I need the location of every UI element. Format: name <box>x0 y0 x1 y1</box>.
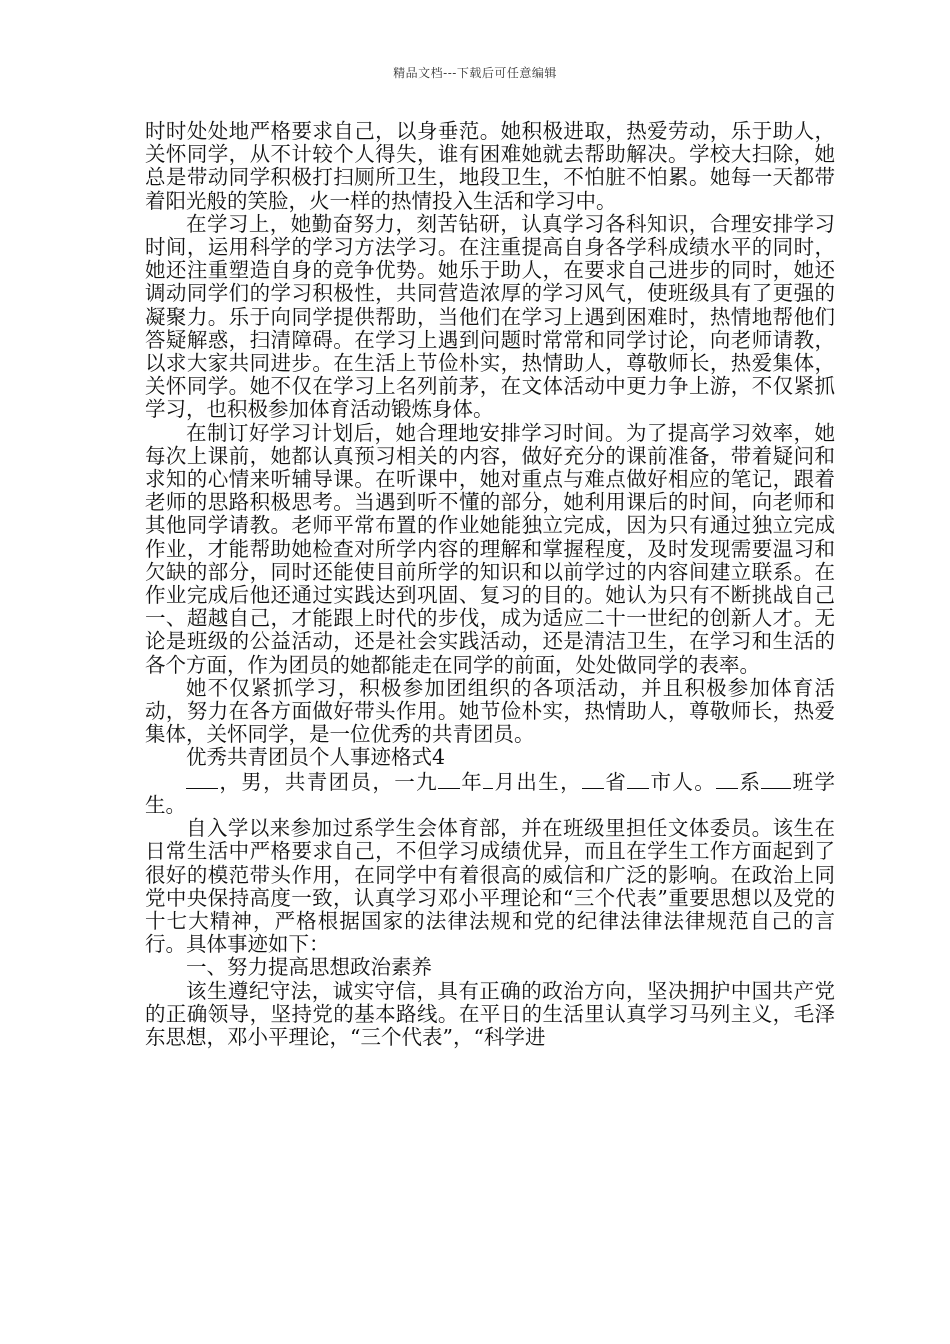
paragraph-1: 时时处处地严格要求自己，以身垂范。她积极进取，热爱劳动，乐于助人，关怀同学，从不计较个人得失，谁有困难她就去帮助解决。学校大扫除，她总是带动同学积极打扫厕所卫生，地段卫生，不怕脏不怕累。她每一天都带着阳光般的笑脸，火一样的热情投入生活和学习中。 <box>145 119 835 213</box>
form-text-1: ，男，共青团员，一九 <box>218 769 438 794</box>
form-text-6: 系 <box>738 769 762 794</box>
paragraph-4: 她不仅紧抓学习，积极参加团组织的各项活动，并且积极参加体育活动，努力在各方面做好带头作用。她节俭朴实，热情助人，尊敬师长，热爱集体，关怀同学，是一位优秀的共青团员。 <box>145 675 835 747</box>
form-text-2: 年 <box>459 769 484 794</box>
form-text-7: 班学生。 <box>145 769 836 817</box>
paragraph-5: 自入学以来参加过系学生会体育部，并在班级里担任文体委员。该生在日常生活中严格要求自己，不但学习成绩优异，而且在学生工作方面起到了很好的模范带头作用，在同学中有着很高的威信和广泛的影响。在政治上同党中央保持高度一致，认真学习邓小平理论和“三个代表”重要思想以及党的十七大精神，严格根据国家的法律法规和党的纪律法律法律规范自己的言行。具体事迹如下： <box>145 816 835 957</box>
document-body <box>145 120 835 1049</box>
paragraph-6: 该生遵纪守法，诚实守信，具有正确的政治方向，坚决拥护中国共产党的正确领导，坚持党的基本路线。在平日的生活里认真学习马列主义，毛泽东思想，邓小平理论，“三个代表”，“科学进 <box>145 978 835 1049</box>
blank-year <box>438 770 460 789</box>
section-heading-format-4: 优秀共青团员个人事迹格式4 <box>186 745 446 770</box>
blank-province <box>582 770 604 789</box>
paragraph-3: 在制订好学习计划后，她合理地安排学习时间。为了提高学习效率，她每次上课前，她都认真预习相关的内容，做好充分的课前准备，带着疑问和求知的心情来听辅导课。在听课中，她对重点与难点做好相应的笔记，跟着老师的思路积极思考。当遇到听不懂的部分，她利用课后的时间，向老师和其他同学请教。老师平常布置的作业她能独立完成，因为只有通过独立完成作业，才能帮助她检查对所学内容的理解和掌握程度，及时发现需要温习和欠缺的部分，同时还能使目前所学的知识和以前学过的内容间建立联系。在作业完成后他还通过实践达到巩固、复习的目的。她认为只有不断挑战自己一、超越自己，才能跟上时代的步伐，成为适应二十一世纪的创新人才。无论是班级的公益活动，还是社会实践活动，还是清洁卫生，在学习和生活的各个方面，作为团员的她都能走在同学的前面，处处做同学的表率。 <box>145 420 835 677</box>
form-line <box>145 770 835 817</box>
form-text-5: 市人。 <box>649 769 717 794</box>
paragraph-2: 在学习上，她勤奋努力，刻苦钻研，认真学习各科知识，合理安排学习时间，运用科学的学习方法学习。在注重提高自身各学科成绩水平的同时，她还注重塑造自身的竞争优势。她乐于助人，在要求自己进步的同时，她还调动同学们的学习积极性，共同营造浓厚的学习风气，使班级具有了更强的凝聚力。乐于向同学提供帮助，当他们在学习上遇到困难时，热情地帮他们答疑解惑，扫清障碍。在学习上遇到问题时常常和同学讨论，向老师请教，以求大家共同进步。在生活上节俭朴实，热情助人，尊敬师长，热爱集体，关怀同学。她不仅在学习上名列前茅，在文体活动中更力争上游，不仅紧抓学习，也积极参加体育活动锻炼身体。 <box>145 211 835 422</box>
blank-name <box>186 770 218 789</box>
form-text-4: 省 <box>603 769 628 794</box>
blank-class <box>761 770 791 789</box>
subheading-1: 一、努力提高思想政治素养 <box>186 955 432 980</box>
form-text-3: 月出生， <box>493 769 582 794</box>
blank-month <box>483 770 493 789</box>
blank-city <box>627 770 649 789</box>
blank-department <box>716 770 738 789</box>
page-header: 精品文档---下载后可任意编辑 <box>393 66 557 80</box>
